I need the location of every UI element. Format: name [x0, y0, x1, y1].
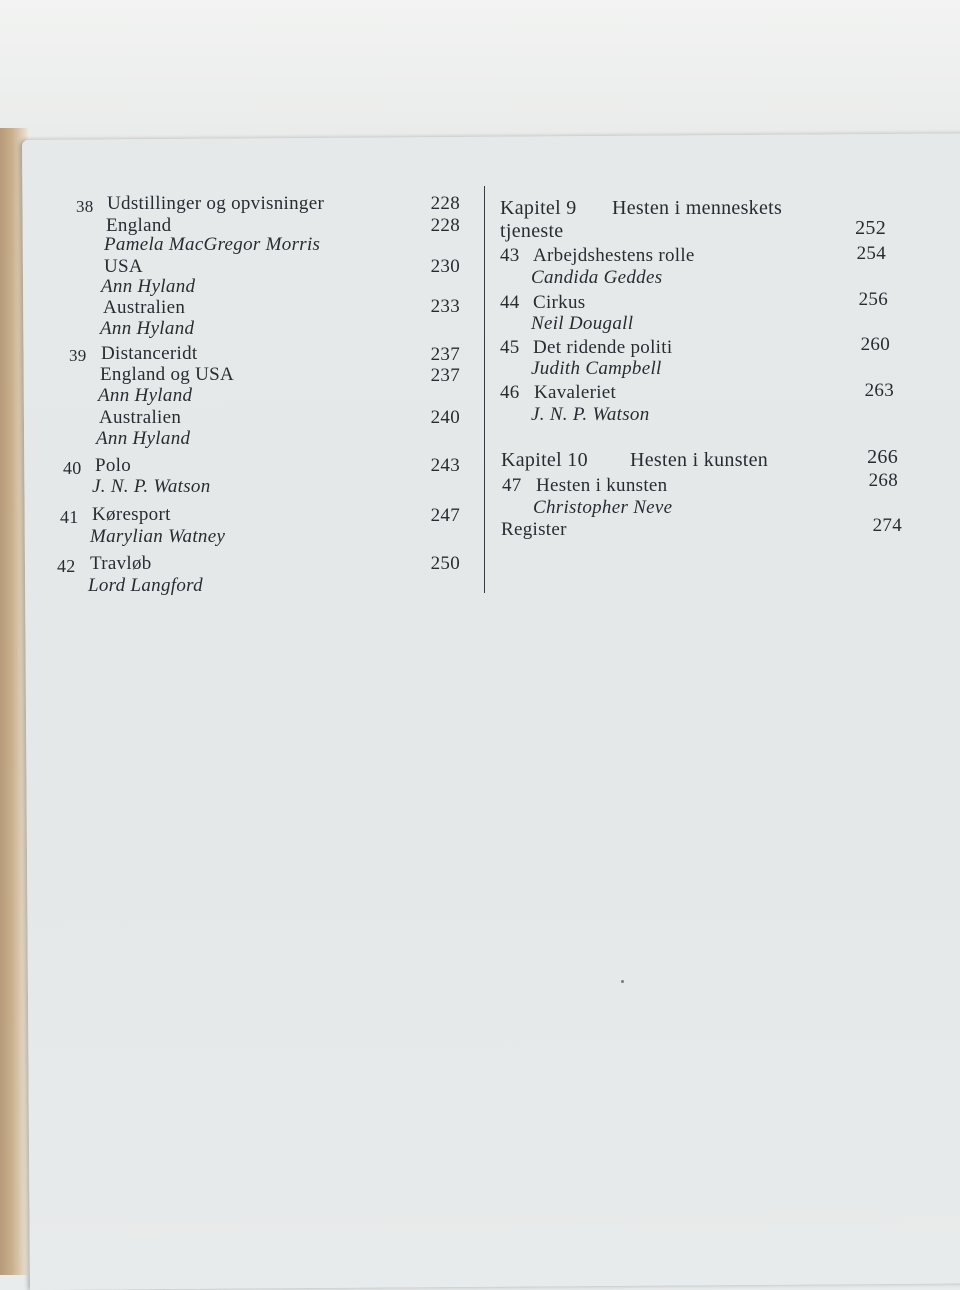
entry-author: Neil Dougall	[531, 313, 634, 334]
entry-title: Køresport	[92, 504, 171, 525]
entry-author: Pamela MacGregor Morris	[104, 234, 321, 255]
entry-author: Marylian Watney	[90, 526, 226, 547]
entry-number: 46	[500, 382, 520, 403]
entry-title: Det ridende politi	[533, 337, 673, 358]
entry-page: 233	[430, 296, 460, 317]
entry-title: Travløb	[90, 553, 152, 574]
entry-author: Christopher Neve	[533, 497, 673, 518]
entry-number: 39	[69, 346, 87, 365]
chapter-title-continued: tjeneste	[500, 220, 564, 242]
entry-page: 260	[860, 334, 890, 355]
entry-subtitle: Australien	[99, 407, 182, 428]
chapter-title: Hesten i menneskets	[612, 197, 783, 219]
entry-page: 250	[430, 553, 460, 574]
entry-number: 43	[500, 245, 520, 266]
entry-author: J. N. P. Watson	[531, 404, 650, 425]
entry-page: 243	[430, 455, 460, 476]
entry-number: 47	[502, 475, 522, 496]
entry-subtitle: England og USA	[100, 364, 235, 385]
entry-author: Ann Hyland	[96, 428, 191, 449]
entry-subtitle: England	[106, 215, 172, 236]
entry-number: 40	[63, 458, 82, 478]
entry-title: Hesten i kunsten	[536, 475, 668, 496]
chapter-label: Kapitel 9	[500, 197, 577, 219]
entry-number: 38	[76, 197, 94, 216]
chapter-title: Hesten i kunsten	[630, 449, 769, 471]
entry-page: 237	[430, 365, 460, 386]
entry-number: 41	[60, 507, 79, 527]
entry-author: Ann Hyland	[98, 385, 193, 406]
entry-title: Udstillinger og opvisninger	[107, 193, 325, 214]
entry-title: Cirkus	[533, 292, 586, 313]
entry-page: 240	[430, 407, 460, 428]
column-divider	[484, 186, 485, 593]
entry-page: 263	[864, 380, 894, 401]
entry-page: 228	[430, 215, 460, 236]
entry-page: 237	[430, 344, 460, 365]
entry-author: Lord Langford	[88, 575, 203, 596]
entry-author: Ann Hyland	[101, 276, 196, 297]
entry-page: 228	[430, 193, 460, 214]
chapter-page: 252	[855, 217, 886, 239]
entry-author: Judith Campbell	[531, 358, 662, 379]
entry-page: 256	[858, 289, 888, 310]
register-page: 274	[872, 515, 902, 536]
entry-number: 44	[500, 292, 520, 313]
entry-title: Arbejdshestens rolle	[533, 245, 695, 266]
entry-number: 45	[500, 337, 520, 358]
chapter-label: Kapitel 10	[501, 449, 588, 471]
register-title: Register	[501, 519, 567, 540]
entry-number: 42	[57, 556, 76, 576]
entry-title: Distanceridt	[101, 343, 198, 364]
entry-title: Kavaleriet	[534, 382, 617, 403]
entry-title: Polo	[95, 455, 132, 476]
entry-page: 268	[868, 470, 898, 491]
entry-author: J. N. P. Watson	[92, 476, 211, 497]
entry-page: 254	[856, 243, 886, 264]
entry-author: Ann Hyland	[100, 318, 195, 339]
entry-subtitle: Australien	[103, 297, 186, 318]
entry-page: 230	[430, 256, 460, 277]
chapter-page: 266	[867, 446, 898, 468]
entry-page: 247	[430, 505, 460, 526]
paper-speck	[621, 980, 624, 983]
entry-author: Candida Geddes	[531, 267, 663, 288]
entry-subtitle: USA	[104, 256, 143, 277]
